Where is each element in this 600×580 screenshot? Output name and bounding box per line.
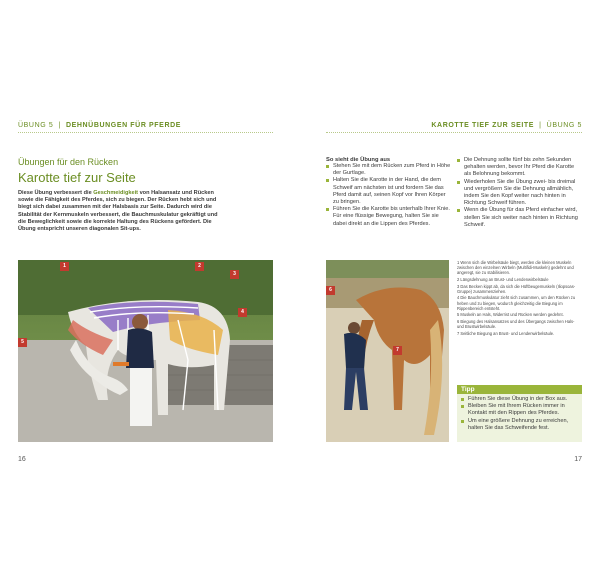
anatomy-badge-1: 1 [60,262,69,271]
anatomy-badge-7: 7 [393,346,402,355]
horse-anatomy-photo [18,260,273,442]
howto-step: Stehen Sie mit dem Rücken zum Pferd in Höhe der Gurtlage. [326,163,451,177]
note-item: Die Dehnung sollte fünf bis zehn Sekunden gehalten werden, bevor Ihr Pferd die Karotte als Belohnung bekommt. [457,157,582,179]
tip-item: Bleiben Sie mit Ihrem Rücken immer in Kontakt mit den Rippen des Pferdes. [461,403,578,417]
page-number-right: 17 [574,456,582,463]
anatomy-badge-5: 5 [18,338,27,347]
legend-item: 7 Seitliche Biegung an Brust- und Lendenwirbelsäule. [457,330,555,336]
page-number-left: 16 [18,456,26,463]
tip-item: Um eine größere Dehnung zu erreichen, halten Sie das Schweifende fest. [461,418,578,432]
howto-step: Halten Sie die Karotte in der Hand, die dem Schweif am nächsten ist und fordern Sie das Pferd damit auf, seinen Kopf vor Ihren Körper zu bringen. [326,177,451,206]
section-title: Übungen für den Rücken [18,157,119,167]
legend-item: 2 Längsdehnung an Brust- und Lendenwirbelsäule [457,277,549,282]
tip-label: Tipp [457,385,582,394]
right-header-rule [326,132,582,133]
legend-item: 1 Wenn sich die Wirbelsäule biegt, werden die kleinen Muskeln zwischen den einzelnen Wirbeln (Multifidi-Muskeln) gedehnt und angeregt, sie zu stabilisieren. [457,260,574,276]
left-header-rule [18,132,273,133]
notes-block [457,157,582,229]
note-item: Wenn die Übung für das Pferd einfacher wird, stellen Sie sich weiter nach hinten in Richtung Schweif. [457,207,582,229]
howto-label: So sieht die Übung aus [326,157,391,163]
tip-item: Führen Sie diese Übung in der Box aus. [461,396,578,403]
anatomy-badge-4: 4 [238,308,247,317]
right-header-title: KAROTTE TIEF ZUR SEITE [431,122,535,129]
howto-steps [326,163,451,228]
left-header-exercise: ÜBUNG 5 [18,122,54,129]
howto-block [326,157,451,228]
right-running-header: KAROTTE TIEF ZUR SEITE | ÜBUNG 5 [431,122,582,129]
anatomy-badge-3: 3 [230,270,239,279]
exercise-title: Karotte tief zur Seite [18,170,136,185]
horse-stretch-photo [326,260,449,442]
anatomy-badge-6: 6 [326,286,335,295]
legend-item: 5 Muskeln an Hals, Widerrist und Rücken werden gedehnt. [457,312,564,318]
intro-highlight: Geschmeidigkeit [93,190,139,196]
left-header-topic: DEHNÜBUNGEN FÜR PFERDE [65,122,182,129]
legend-item: 6 Biegung des Halsansatzes und des Übergangs zwischen Hals- und Brustwirbelsäule. [457,318,575,330]
tip-list [457,394,582,432]
right-header-exercise: ÜBUNG 5 [546,122,582,129]
note-item: Wiederholen Sie die Übung zwei- bis dreimal und vergrößern Sie die Dehnung allmählich, indem Sie den Kopf weiter nach hinten in Richtung Schweif führen. [457,179,582,208]
howto-step: Führen Sie die Karotte bis unterhalb Ihrer Knie. Für eine flüssige Bewegung, halten Sie sie dabei direkt an die Lippen des Pferdes. [326,206,451,228]
left-running-header: ÜBUNG 5 | DEHNÜBUNGEN FÜR PFERDE [18,122,182,129]
notes-list [457,157,582,229]
tip-box [457,385,582,442]
legend-item: 4 Die Bauchmuskulatur zieht sich zusammen, um den Rücken zu heben und zu biegen, wodurch gleichzeitig die Biegung im Rippenbereich entsteht. [457,295,576,311]
intro-paragraph: Diese Übung verbessert die Geschmeidigkeit von Halsansatz und Rücken sowie die Fähigkeit des Pferdes, sich zu biegen. Der Rücken hebt sich und biegt sich dabei zusammen mit der Halsbasis zur Seite. Dadurch wird die Stabilität der Kernmuskeln verbessert, die Bauchmuskulatur gekräftigt und die Beweglichkeit sowie die korrekte Haltung des Rückens gefördert. Die Übung entspricht unseren diagonalen Sit-ups. [18,190,218,233]
anatomy-legend [457,260,582,337]
anatomy-badge-2: 2 [195,262,204,271]
legend-item: 3 Das Becken kippt ab, da sich die Hüftbeugemuskeln (Iliopsoas-Gruppe) zusammenziehen. [457,283,576,294]
